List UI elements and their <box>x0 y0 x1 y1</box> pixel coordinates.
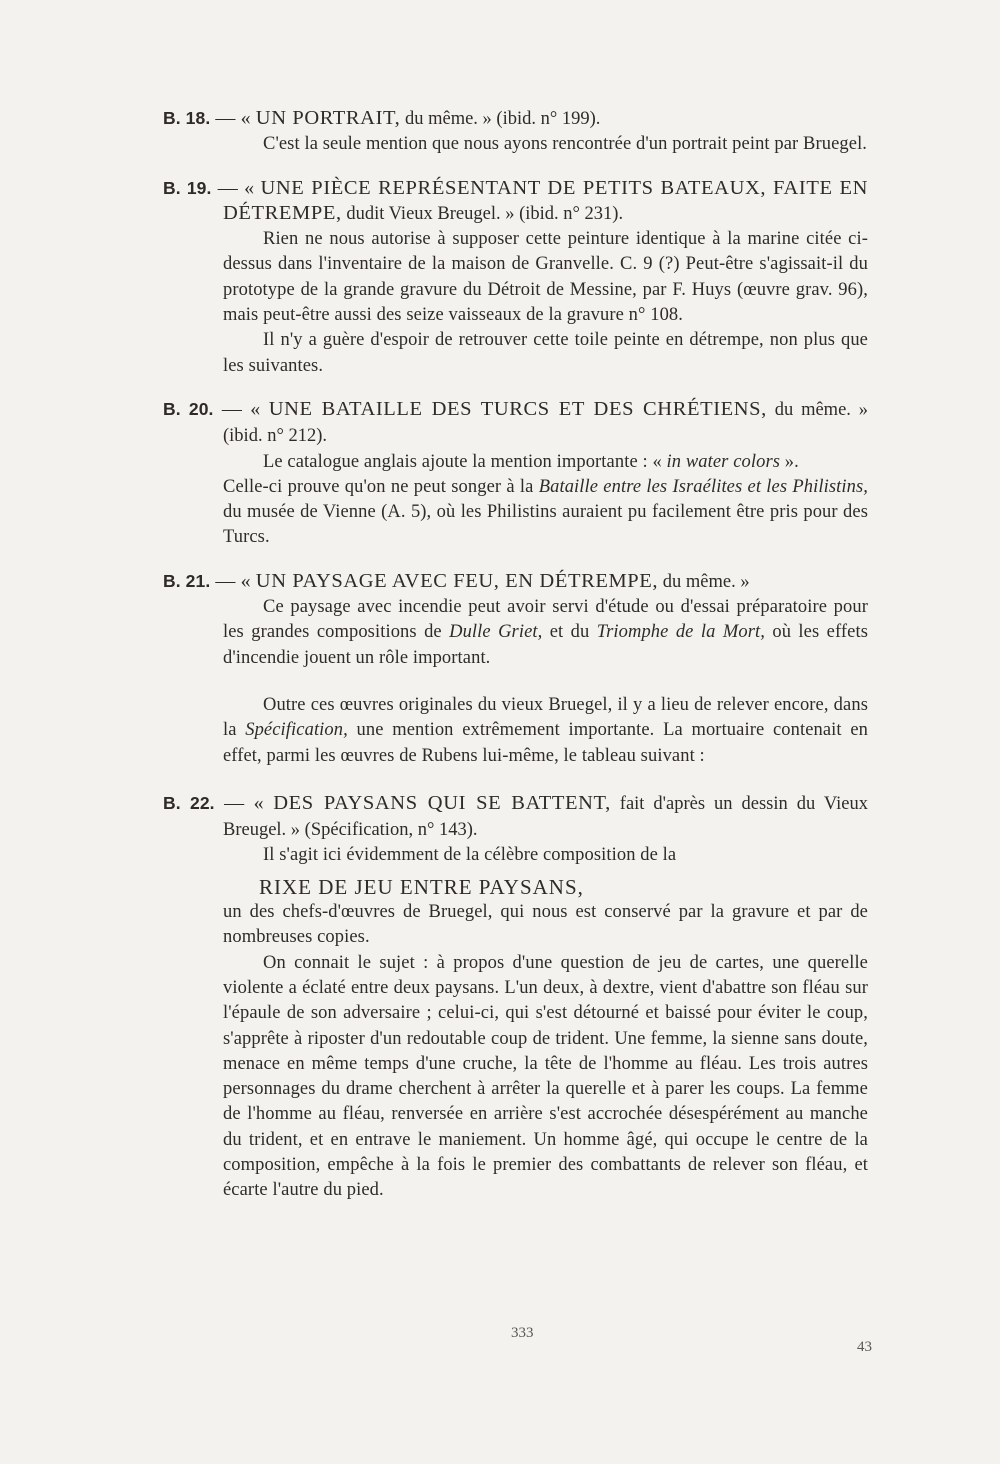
text-run: où les effets d'incendie jouent un rôle important. <box>223 622 868 668</box>
entry-paragraph: Rien ne nous autorise à supposer cette peinture identique à la marine citée ci-dessus dans l'inventaire de la maison de Granvelle. C. 9 (?) Peut-être s'agissait-il du prototype de la grande gravure du Détroit de Messine, par F. Huys (œuvre grav. 96), mais peut-être aussi des seize vaisseaux de la gravure n° 108. <box>223 229 868 326</box>
entry-paragraph: C'est la seule mention que nous ayons rencontrée d'un portrait peint par Bruegel. <box>263 134 868 155</box>
entry-paragraph <box>163 475 868 551</box>
entry-heading <box>163 106 868 132</box>
text-run: une mention extrêmement importante. La mortuaire contenait en effet, parmi les œuvres de Rubens lui-même, le tableau suivant : <box>223 720 868 766</box>
entry-title: UN PAYSAGE AVEC FEU, EN DÉTREMPE, <box>255 569 659 592</box>
entry-b18 <box>163 106 868 158</box>
text-run: Celle-ci prouve qu'on ne peut songer à la <box>223 476 539 497</box>
entry-paragraph: Il s'agit ici évidemment de la célèbre composition de la <box>263 845 677 866</box>
entry-paragraph: On connait le sujet : à propos d'une question de jeu de cartes, une querelle violente a éclaté entre deux paysans. L'un deux, à dextre, vient d'abattre son fléau sur l'épaule de son adversaire ; celui-ci, qui s'est détourné et baissé pour éviter le coup, s'apprête à riposter d'un redoutable coup de trident. Une femme, la sienne sans doute, menace en même temps d'une cruche, la tête de l'homme au fléau. Les trois autres personnages du drame cherchent à arrêter la querelle et à parer les coups. La femme de l'homme au fléau, renversée en arrière s'est accrochée désespérément au manche du trident, et en entrave le maniement. Un homme âgé, qui occupe le centre de la composition, empêche à la fois le premier des combattants de relever son fléau, et écarte l'autre du pied. <box>223 952 868 1201</box>
text-run: et du <box>542 622 597 643</box>
entry-number: B. 21. <box>163 570 211 591</box>
entry-number: B. 20. <box>163 398 214 419</box>
entry-reference: fait d'après un dessin du Vieux Breugel. » (Spécification, n° 143). <box>223 793 868 841</box>
entry-number: B. 18. <box>163 108 211 128</box>
entry-dash: — « <box>213 397 269 420</box>
entry-dash: — « <box>210 107 256 129</box>
entry-reference: du même. » <box>658 571 750 592</box>
entry-reference: du même. » (ibid. n° 212). <box>223 399 869 447</box>
entry-dash: — « <box>214 791 274 814</box>
interlude-paragraph <box>163 693 868 769</box>
quoted-mention: in water colors <box>666 451 781 472</box>
page-body <box>163 106 868 1204</box>
entry-number: B. 19. <box>163 177 212 198</box>
text-run: Ce paysage avec incendie peut avoir servi d'étude ou d'essai préparatoire pour les grandes compositions de <box>223 597 868 643</box>
entry-paragraph <box>163 595 868 671</box>
entry-reference: du même. » (ibid. n° 199). <box>400 109 601 129</box>
entry-dash: — « <box>211 176 261 199</box>
entry-paragraph <box>163 450 868 475</box>
artwork-heading: RIXE DE JEU ENTRE PAYSANS, <box>259 874 584 899</box>
entry-title: UNE BATAILLE DES TURCS ET DES CHRÉTIENS, <box>268 397 767 420</box>
text-run: Le catalogue anglais ajoute la mention importante : « <box>263 451 667 472</box>
text-run: du musée de Vienne (A. 5), où les Philistins auraient pu facilement être pris pour des Turcs. <box>223 502 868 548</box>
entry-reference: dudit Vieux Breugel. » (ibid. n° 231). <box>341 203 624 224</box>
page-number: 333 <box>511 1325 534 1341</box>
artwork-title: Dulle Griet, <box>449 622 543 643</box>
document-title: Spécification, <box>245 720 348 741</box>
entry-title: UNE PIÈCE REPRÉSENTANT DE PETITS BATEAUX, FAITE EN DÉTREMPE, <box>223 176 868 224</box>
entry-b19 <box>163 176 868 379</box>
text-run: ». <box>780 451 799 472</box>
entry-title: UN PORTRAIT, <box>255 107 401 129</box>
entry-heading <box>163 176 868 228</box>
entry-paragraph: Il n'y a guère d'espoir de retrouver cette toile peinte en détrempe, non plus que les suivantes. <box>223 330 868 376</box>
entry-heading <box>163 791 868 844</box>
entry-title: DES PAYSANS QUI SE BATTENT, <box>273 791 611 814</box>
signature-mark: 43 <box>857 1339 872 1355</box>
artwork-title: Triomphe de la Mort, <box>596 622 765 643</box>
entry-heading <box>163 397 868 450</box>
entry-b20 <box>163 397 868 551</box>
text-run: Outre ces œuvres originales du vieux Bruegel, il y a lieu de relever encore, dans la <box>223 694 868 741</box>
entry-dash: — « <box>210 569 256 592</box>
entry-paragraph: un des chefs-d'œuvres de Bruegel, qui nous est conservé par la gravure et par de nombreuses copies. <box>223 902 868 948</box>
entry-heading <box>163 569 868 595</box>
entry-b21 <box>163 569 868 671</box>
entry-b22 <box>163 791 868 1204</box>
entry-number: B. 22. <box>163 792 215 813</box>
artwork-title: Bataille entre les Israélites et les Philistins, <box>538 476 869 497</box>
